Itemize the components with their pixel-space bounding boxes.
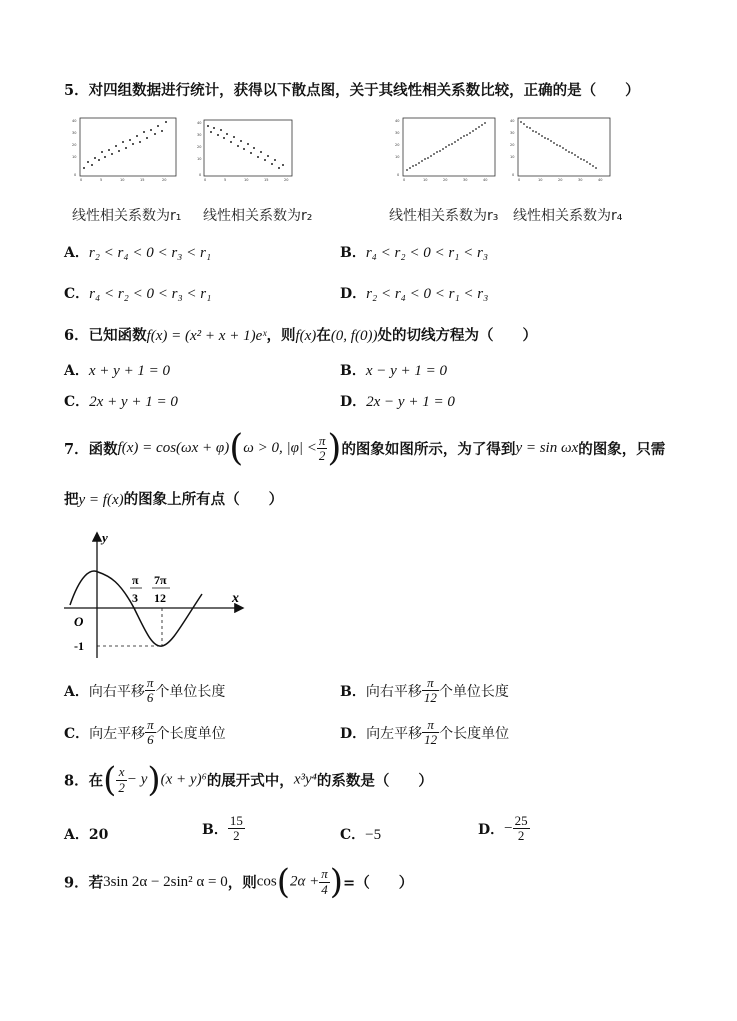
option-expr: r₂ < r₄ < 0 < r₃ < r₁ (88, 245, 212, 261)
svg-text:10: 10 (538, 178, 543, 182)
q8-binomial: (x + y)⁶ (160, 771, 207, 788)
option-pre: 向右平移 (88, 683, 145, 700)
option-label: D． (340, 286, 367, 302)
option-fraction (513, 814, 530, 844)
q6-stem (64, 324, 537, 345)
svg-text:20: 20 (558, 178, 563, 182)
q5-stem: 5．对四组数据进行统计，获得以下散点图，关于其线性相关系数比较，正确的是（ ） (64, 82, 640, 99)
option-label: C． (64, 725, 90, 742)
option-post: 个长度单位 (155, 725, 226, 742)
option-label: A． (64, 683, 89, 700)
svg-text:40: 40 (395, 119, 400, 123)
caption-r1: 线性相关系数为r₁ (72, 208, 182, 224)
option-expr: 2x + y + 1 = 0 (89, 394, 178, 410)
option-pre: 向右平移 (365, 683, 422, 700)
q8-fraction (116, 765, 127, 795)
scatter-plot-r1 (70, 114, 180, 182)
paren-close: ) (147, 760, 161, 800)
option-fraction (422, 718, 439, 748)
fraction-denominator: 12 (424, 732, 438, 748)
tick1-numerator: π (132, 573, 139, 587)
svg-text:0: 0 (512, 173, 515, 177)
option-fraction (145, 718, 156, 748)
fraction-numerator: 15 (229, 813, 243, 828)
q7-line2-prefix: 把 (64, 491, 79, 508)
svg-text:30: 30 (395, 131, 400, 135)
tick2-denominator: 12 (154, 591, 166, 605)
q6-tail: 处的切线方程为（ ） (377, 327, 537, 344)
q8-option-a[interactable] (64, 824, 108, 844)
svg-text:10: 10 (244, 178, 249, 182)
option-label: C． (340, 827, 366, 843)
tick1-denominator: 3 (132, 591, 138, 605)
svg-text:40: 40 (72, 119, 77, 123)
q8-tail: 的系数是（ ） (316, 772, 433, 790)
option-label: D． (340, 725, 367, 742)
fraction-numerator: π (318, 432, 326, 448)
fraction-denominator: 2 (318, 448, 326, 463)
q7-condition-fraction (317, 434, 328, 464)
fraction-denominator: 4 (321, 881, 328, 897)
q5-option-c[interactable] (64, 283, 211, 303)
option-value: −5 (365, 827, 382, 843)
svg-text:10: 10 (120, 178, 125, 182)
caption-r2: 线性相关系数为r₂ (203, 208, 313, 224)
svg-text:30: 30 (463, 178, 468, 182)
option-label: B． (340, 245, 366, 261)
fraction-numerator: π (422, 718, 439, 733)
fraction-denominator: 12 (423, 690, 437, 706)
svg-text:30: 30 (72, 131, 77, 135)
svg-text:30: 30 (578, 178, 583, 182)
option-post: 个单位长度 (438, 683, 509, 700)
q6-point: (0, f(0)) (330, 328, 378, 344)
fraction-denominator: 6 (146, 690, 154, 706)
option-label: D． (340, 394, 367, 410)
q7-option-b[interactable] (340, 676, 509, 706)
q9-inner: 2α + (290, 873, 320, 890)
x-axis-label: x (232, 591, 239, 606)
scatter-plot-r2 (196, 116, 296, 182)
svg-text:20: 20 (284, 178, 289, 182)
q7-option-d[interactable] (340, 718, 509, 748)
svg-text:20: 20 (162, 178, 167, 182)
svg-text:0: 0 (518, 178, 521, 182)
q9-stem (64, 862, 413, 902)
q7-line2-function: y = f(x) (78, 492, 124, 508)
svg-text:0: 0 (74, 173, 77, 177)
q7-function: f(x) = cos(ωx + φ) (117, 440, 230, 456)
q7-number: 7．函数 (64, 441, 118, 458)
q6-function: f(x) = (x² + x + 1)eˣ (146, 328, 267, 344)
option-post: 个长度单位 (439, 725, 510, 742)
svg-text:15: 15 (264, 178, 269, 182)
option-expr: x − y + 1 = 0 (365, 363, 448, 379)
svg-text:10: 10 (510, 155, 515, 159)
option-expr: x + y + 1 = 0 (88, 363, 171, 379)
q7-option-c[interactable] (64, 718, 226, 748)
svg-text:20: 20 (197, 145, 202, 149)
svg-text:0: 0 (397, 173, 400, 177)
option-pre: 向左平移 (366, 725, 423, 742)
option-label: B． (340, 683, 366, 700)
fraction-denominator: 2 (118, 779, 125, 795)
q5-option-d[interactable] (340, 283, 488, 303)
fraction-numerator: π (147, 717, 154, 732)
svg-text:10: 10 (395, 155, 400, 159)
caption-r4: 线性相关系数为r₄ (513, 208, 623, 224)
option-pre: 向左平移 (89, 725, 146, 742)
option-label: A． (64, 245, 89, 261)
fraction-numerator: π (321, 866, 328, 882)
svg-text:5: 5 (100, 178, 103, 182)
option-fraction (228, 814, 245, 844)
q9-number: 9．若 (64, 874, 104, 892)
option-sign: − (504, 820, 513, 837)
fraction-denominator: 2 (517, 828, 525, 844)
q6-middle: ，则 (266, 327, 296, 344)
q6-function-ref: f(x) (295, 328, 317, 344)
option-expr: r₂ < r₄ < 0 < r₁ < r₃ (366, 286, 489, 302)
option-label: C． (64, 394, 90, 410)
svg-text:0: 0 (403, 178, 406, 182)
q7-condition: ω > 0, |φ| < (243, 440, 317, 456)
paren-close: ) (327, 428, 342, 469)
fraction-numerator: 25 (514, 813, 528, 828)
svg-text:30: 30 (197, 133, 202, 137)
q8-expr-tail: − y (126, 771, 148, 788)
option-fraction (145, 676, 156, 706)
q5-option-b[interactable] (340, 242, 488, 262)
q7-target-function: y = sin ωx (515, 440, 579, 456)
tick2-numerator: 7π (154, 573, 167, 587)
scatter-plot-r4 (508, 114, 613, 182)
q6-option-c[interactable] (64, 391, 178, 411)
svg-text:10: 10 (423, 178, 428, 182)
q8-option-d[interactable] (478, 814, 530, 844)
option-expr: r₄ < r₂ < 0 < r₁ < r₃ (365, 245, 489, 261)
svg-text:40: 40 (197, 121, 202, 125)
svg-text:40: 40 (598, 178, 603, 182)
q6-number: 6．已知函数 (64, 327, 147, 344)
svg-text:30: 30 (510, 131, 515, 135)
paren-close: ) (329, 862, 344, 902)
option-fraction (422, 676, 439, 706)
q7-tail1: 的图象如图所示，为了得到 (341, 441, 516, 458)
svg-text:20: 20 (510, 143, 515, 147)
option-label: B． (340, 363, 366, 379)
origin-label: O (74, 614, 84, 629)
q7-stem (64, 428, 665, 469)
option-expr: r₄ < r₂ < 0 < r₃ < r₁ (89, 286, 212, 302)
q9-condition: 3sin 2α − 2sin² α = 0 (103, 874, 228, 890)
paren-open: ( (229, 428, 244, 469)
option-label: C． (64, 286, 90, 302)
q6-option-a[interactable] (64, 360, 170, 380)
q7-cosine-graph (62, 528, 252, 663)
fraction-denominator: 2 (233, 828, 240, 844)
svg-text:0: 0 (80, 178, 83, 182)
svg-text:10: 10 (72, 155, 77, 159)
svg-text:0: 0 (199, 173, 202, 177)
y-axis-label: y (102, 530, 108, 545)
paren-open: ( (276, 862, 291, 902)
q8-number: 8．在 (64, 772, 104, 790)
fraction-numerator: x (116, 765, 127, 780)
q9-mid: ，则 (227, 874, 257, 892)
q7-line2-tail: 的图象上所有点（ ） (123, 491, 284, 508)
option-post: 个单位长度 (155, 683, 226, 700)
svg-text:15: 15 (140, 178, 145, 182)
q9-cos: cos (256, 873, 277, 890)
q6-at: 在 (316, 327, 331, 344)
option-value: 20 (88, 827, 109, 843)
option-label: D． (478, 821, 505, 838)
scatter-plot-r3 (393, 114, 498, 182)
q8-term: x³y⁴ (293, 771, 317, 788)
q7-tail2: 的图象，只需 (578, 441, 666, 458)
caption-r3: 线性相关系数为r₃ (389, 208, 499, 224)
option-label: A． (64, 827, 89, 843)
option-label: B． (202, 821, 228, 838)
q8-mid: 的展开式中， (206, 772, 294, 790)
svg-text:5: 5 (224, 178, 227, 182)
q8-option-b[interactable] (202, 814, 245, 844)
svg-text:10: 10 (197, 157, 202, 161)
q7-stem-line2 (64, 488, 283, 509)
svg-text:0: 0 (204, 178, 207, 182)
q5-option-a[interactable] (64, 242, 211, 262)
svg-text:40: 40 (483, 178, 488, 182)
q9-fraction (319, 867, 330, 897)
svg-text:20: 20 (443, 178, 448, 182)
svg-text:20: 20 (395, 143, 400, 147)
q8-stem (64, 760, 433, 800)
svg-text:40: 40 (510, 119, 515, 123)
neg-one-label: -1 (74, 639, 84, 653)
option-label: A． (64, 363, 89, 379)
q6-option-d[interactable] (340, 391, 455, 411)
fraction-numerator: π (422, 676, 439, 691)
svg-text:20: 20 (72, 143, 77, 147)
q6-option-b[interactable] (340, 360, 447, 380)
q7-option-a[interactable] (64, 676, 225, 706)
option-expr: 2x − y + 1 = 0 (366, 394, 455, 410)
fraction-denominator: 6 (147, 732, 154, 748)
q8-option-c[interactable] (340, 824, 381, 844)
q9-tail: =（ ） (343, 874, 414, 892)
paren-open: ( (103, 760, 117, 800)
fraction-numerator: π (146, 675, 154, 690)
